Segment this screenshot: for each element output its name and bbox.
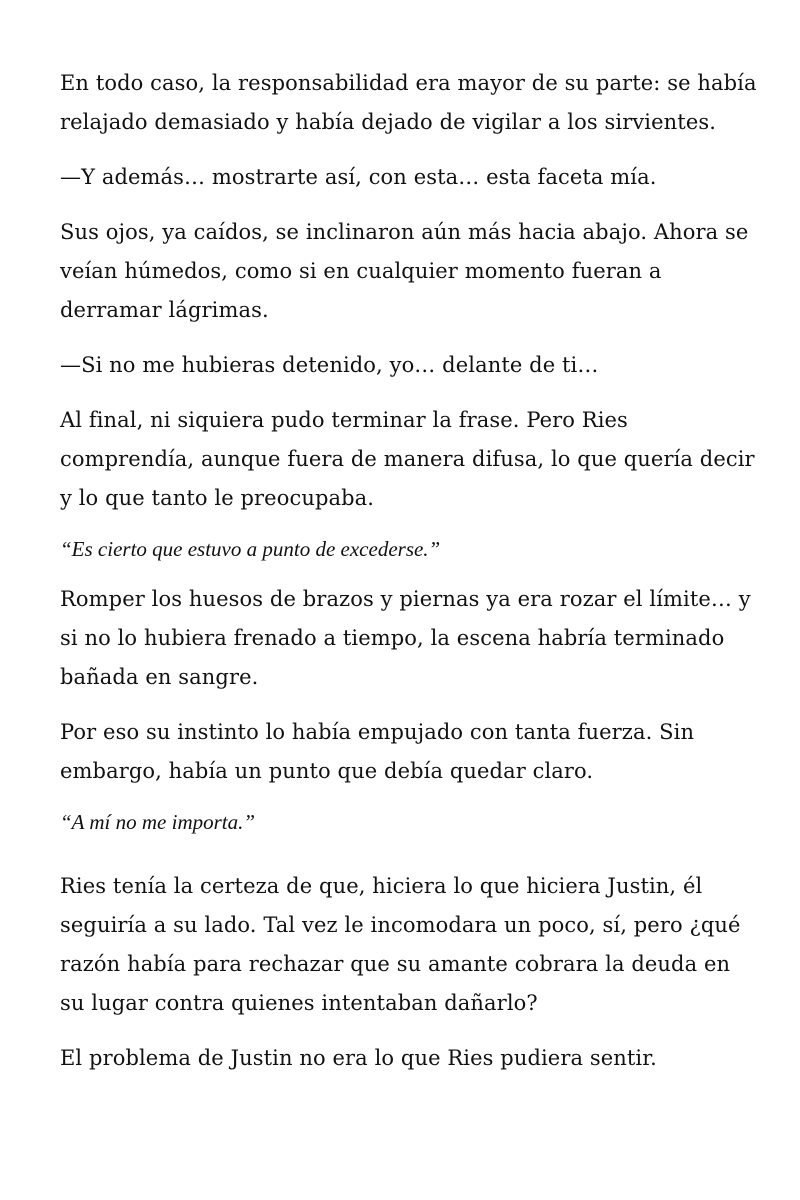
paragraph: En todo caso, la responsabilidad era mayor de su parte: se había relajado demasiado y había dejado de vigilar a los sirvientes. [60,71,757,134]
dialogue-paragraph: —Y además… mostrarte así, con esta… esta faceta mía. [60,165,657,189]
paragraph: Ries tenía la certeza de que, hiciera lo que hiciera Justin, él seguiría a su lado. Tal vez le incomodara un poco, sí, pero ¿qué razón había para rechazar que su amante cobrara la deuda en su lugar contra quienes intentaban dañarlo? [60,874,741,1015]
inner-thought: “A mí no me importa.” [60,810,256,834]
paragraph: Romper los huesos de brazos y piernas ya era rozar el límite… y si no lo hubiera frenado a tiempo, la escena habría terminado bañada en sangre. [60,587,751,689]
document-page [60,64,760,1094]
paragraph: Al final, ni siquiera pudo terminar la frase. Pero Ries comprendía, aunque fuera de manera difusa, lo que quería decir y lo que tanto le preocupaba. [60,408,755,510]
paragraph: Sus ojos, ya caídos, se inclinaron aún más hacia abajo. Ahora se veían húmedos, como si en cualquier momento fueran a derramar lágrimas. [60,220,749,322]
paragraph: El problema de Justin no era lo que Ries pudiera sentir. [60,1046,657,1070]
paragraph: Por eso su instinto lo había empujado con tanta fuerza. Sin embargo, había un punto que debía quedar claro. [60,720,695,783]
inner-thought: “Es cierto que estuvo a punto de excederse.” [60,537,441,561]
dialogue-paragraph: —Si no me hubieras detenido, yo… delante de ti… [60,353,599,377]
